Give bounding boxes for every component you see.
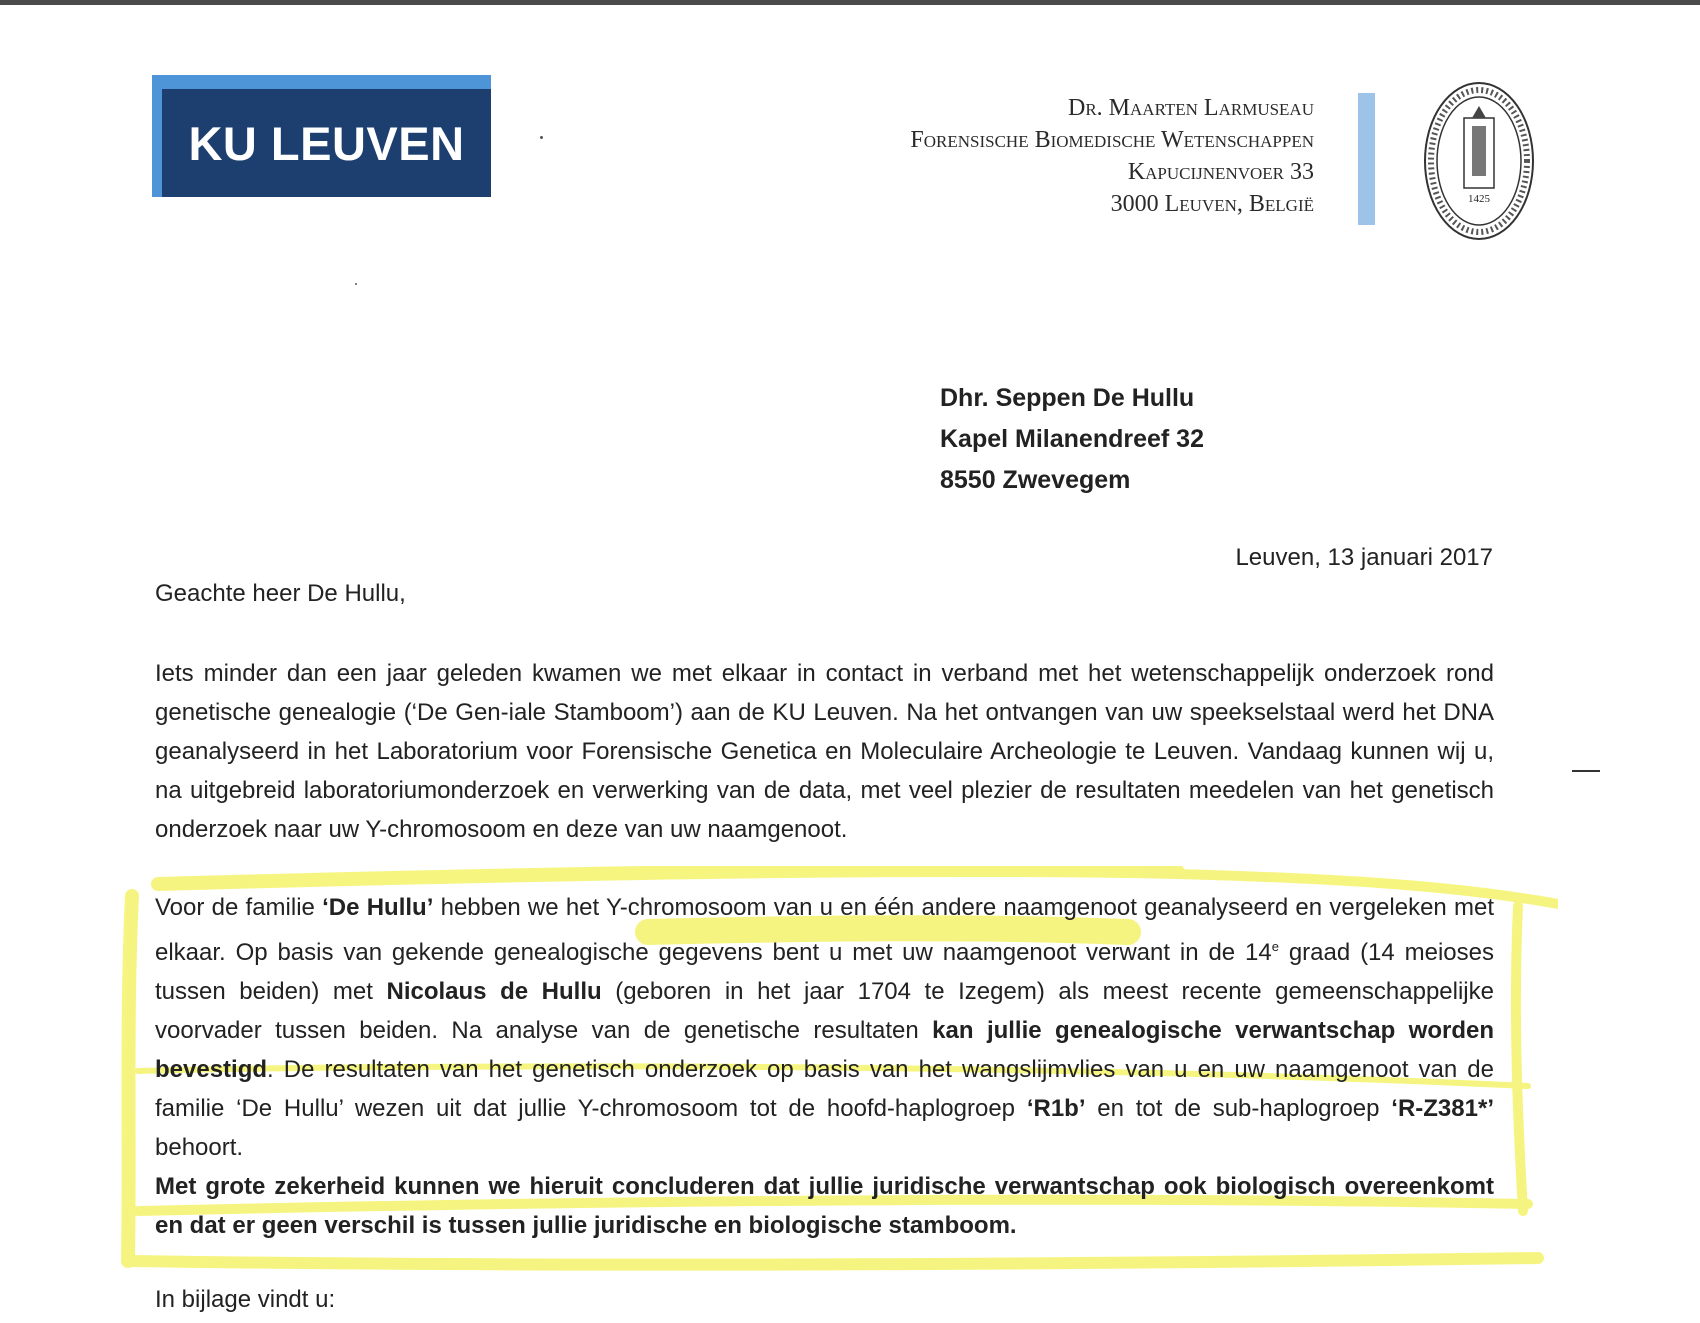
recipient-name: Dhr. Seppen De Hullu bbox=[940, 384, 1195, 412]
header-accent-bar bbox=[1358, 93, 1375, 225]
ku-leuven-logo bbox=[152, 75, 491, 197]
results-text: . De resultaten van het genetisch onderzoek op basis van het wangslijmvlies van u en uw naamgenoot van de familie ‘De Hullu’ wezen uit dat jullie Y-chromosoom tot de hoofd-haplogroep bbox=[155, 1056, 1494, 1122]
results-text: (geboren in het jaar 1704 te Izegem) als meest recente gemeenschappelijke voorvader tussen beiden. Na analyse van de genetische resultaten bbox=[155, 978, 1494, 1044]
margin-dash bbox=[1572, 770, 1600, 772]
family-name: ‘De Hullu’ bbox=[322, 894, 434, 921]
results-text: graad (14 meioses tussen beiden) met bbox=[155, 939, 1494, 1005]
sender-street: Kapucijnenvoer 33 bbox=[1127, 159, 1314, 185]
recipient-address bbox=[940, 378, 1204, 501]
results-text: en tot de sub-haplogroep bbox=[1085, 1095, 1392, 1122]
sender-city: 3000 Leuven, België bbox=[1110, 191, 1314, 217]
scan-speck bbox=[355, 283, 357, 285]
recipient-street: Kapel Milanendreef 32 bbox=[940, 425, 1204, 453]
confirmation-statement: kan jullie genealogische verwantschap worden bevestigd bbox=[155, 1017, 1494, 1083]
sender-department: Forensische Biomedische Wetenschappen bbox=[910, 127, 1314, 153]
salutation: Geachte heer De Hullu, bbox=[155, 580, 406, 607]
sender-address bbox=[910, 92, 1314, 220]
sub-haplogroup: ‘R-Z381*’ bbox=[1391, 1095, 1494, 1122]
top-scan-edge bbox=[0, 0, 1700, 5]
results-text: Voor de familie bbox=[155, 894, 323, 921]
seal-year: 1425 bbox=[1468, 193, 1490, 205]
ordinal-superscript: e bbox=[1271, 939, 1279, 954]
results-text: behoort. bbox=[155, 1134, 244, 1161]
haplogroup: ‘R1b’ bbox=[1026, 1095, 1086, 1122]
paragraph-results bbox=[155, 888, 1494, 1245]
conclusion-statement: Met grote zekerheid kunnen we hieruit concluderen dat jullie juridische verwantschap ook biologisch overeenkomt en dat er geen verschil is tussen jullie juridische en biologische stamboom. bbox=[155, 1173, 1494, 1239]
results-text: hebben we het Y-chromosoom van u en één andere naamgenoot geanalyseerd en vergeleken met elkaar. Op basis van gekende genealogische gegevens bent u met uw naamgenoot verwant in de 14 bbox=[155, 894, 1495, 966]
sender-name: Dr. Maarten Larmuseau bbox=[1068, 95, 1314, 121]
scan-speck bbox=[540, 136, 543, 139]
paragraph-intro: Iets minder dan een jaar geleden kwamen we met elkaar in contact in verband met het wetenschappelijk onderzoek rond genetische genealogie (‘De Gen-iale Stamboom’) aan de KU Leuven. Na het ontvangen van uw speekselstaal werd het DNA geanalyseerd in het Laboratorium voor Forensische Genetica en Moleculaire Archeologie te Leuven. Vandaag kunnen wij u, na uitgebreid laboratoriumonderzoek en verwerking van de data, met veel plezier de resultaten meedelen van het genetisch onderzoek naar uw Y-chromosoom en deze van uw naamgenoot. bbox=[155, 660, 1494, 843]
attachments-intro: In bijlage vindt u: bbox=[155, 1286, 336, 1313]
university-seal-icon bbox=[1420, 78, 1538, 244]
recipient-city: 8550 Zwevegem bbox=[940, 466, 1131, 494]
ancestor-name: Nicolaus de Hullu bbox=[386, 978, 602, 1005]
ku-leuven-logo-text: KU LEUVEN bbox=[162, 89, 491, 197]
letter-date: Leuven, 13 januari 2017 bbox=[1235, 544, 1493, 571]
